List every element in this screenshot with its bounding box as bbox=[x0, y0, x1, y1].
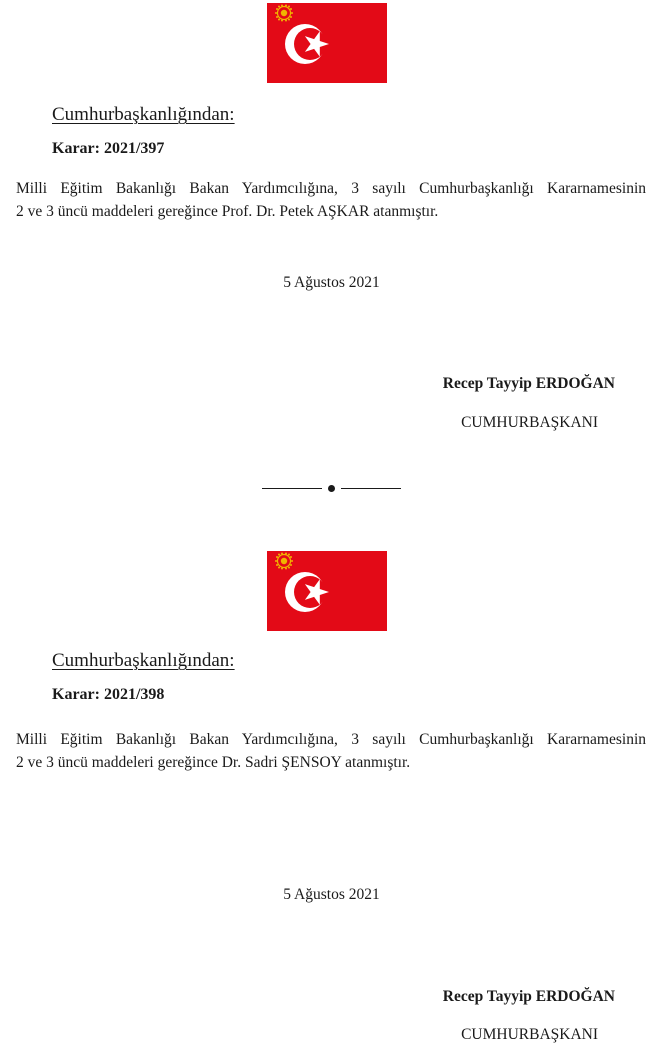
issuer-heading: Cumhurbaşkanlığından: bbox=[52, 650, 235, 671]
issuer-heading: Cumhurbaşkanlığından: bbox=[52, 104, 235, 125]
separator-line-left bbox=[262, 488, 322, 489]
signer-name: Recep Tayyip ERDOĞAN bbox=[442, 375, 615, 392]
decision-body-line-1: Milli Eğitim Bakanlığı Bakan Yardımcılığına, 3 sayılı Cumhurbaşkanlığı Kararnamesinin bbox=[16, 180, 646, 197]
section-separator bbox=[262, 481, 402, 495]
decision-number: Karar: 2021/398 bbox=[52, 686, 165, 703]
decision-body-line-2: 2 ve 3 üncü maddeleri gereğince Prof. Dr. Petek AŞKAR atanmıştır. bbox=[16, 203, 439, 220]
separator-dot-icon bbox=[328, 485, 335, 492]
signer-name: Recep Tayyip ERDOĞAN bbox=[442, 988, 615, 1005]
presidential-flag-icon bbox=[267, 3, 387, 83]
decision-body-line-2: 2 ve 3 üncü maddeleri gereğince Dr. Sadri ŞENSOY atanmıştır. bbox=[16, 754, 411, 771]
signer-title: CUMHURBAŞKANI bbox=[461, 1026, 598, 1043]
decision-date: 5 Ağustos 2021 bbox=[283, 274, 380, 291]
separator-line-right bbox=[341, 488, 401, 489]
presidential-flag-icon bbox=[267, 551, 387, 631]
decision-date: 5 Ağustos 2021 bbox=[283, 886, 380, 903]
signer-title: CUMHURBAŞKANI bbox=[461, 414, 598, 431]
decision-body-line-1: Milli Eğitim Bakanlığı Bakan Yardımcılığına, 3 sayılı Cumhurbaşkanlığı Kararnamesinin bbox=[16, 731, 646, 748]
decision-number: Karar: 2021/397 bbox=[52, 140, 165, 157]
